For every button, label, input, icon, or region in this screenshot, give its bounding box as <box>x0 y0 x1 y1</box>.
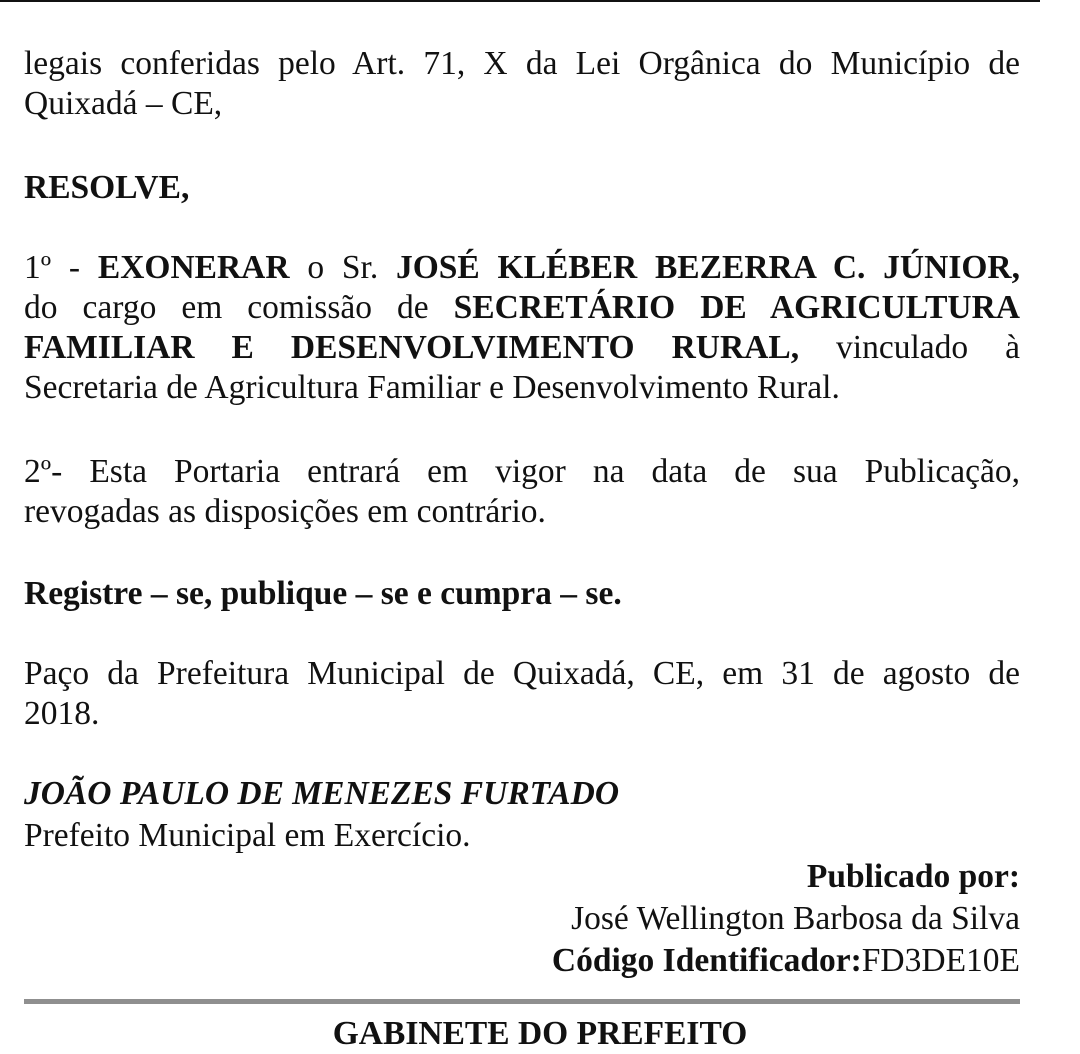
article-1-text-2: vinculado à <box>836 329 1020 366</box>
intro-paragraph <box>24 44 1020 124</box>
intro-line-1: legais conferidas pelo Art. 71, X da Lei Orgânica do Município de <box>24 45 1020 82</box>
place-date-line-2: 2018. <box>24 695 100 732</box>
next-section-heading: GABINETE DO PREFEITO <box>332 1015 748 1052</box>
article-1-line-3 <box>24 328 1020 368</box>
article-1-line-4: Secretaria de Agricultura Familiar e Desenvolvimento Rural. <box>24 369 840 406</box>
published-by-label: Publicado por: <box>806 858 1020 895</box>
article-1-verb: EXONERAR <box>97 249 290 286</box>
identifier-code-label: Código Identificador: <box>551 942 862 979</box>
intro-line-2: Quixadá – CE, <box>24 85 223 122</box>
place-date-paragraph <box>24 654 1020 734</box>
top-divider <box>0 0 1040 2</box>
article-2-line-1: 2º- Esta Portaria entrará em vigor na data de sua Publicação, <box>24 453 1020 490</box>
article-1-connector: o Sr. <box>307 249 379 286</box>
article-1-person: JOSÉ KLÉBER BEZERRA C. JÚNIOR, <box>395 249 1020 286</box>
place-date-line-1: Paço da Prefeitura Municipal de Quixadá, CE, em 31 de agosto de <box>24 655 1020 692</box>
bottom-divider <box>24 999 1020 1004</box>
signer-name: JOÃO PAULO DE MENEZES FURTADO <box>24 775 620 812</box>
publisher-name: José Wellington Barbosa da Silva <box>571 900 1020 937</box>
identifier-code-line <box>552 940 1020 982</box>
resolve-heading: RESOLVE, <box>24 169 190 206</box>
registre-statement: Registre – se, publique – se e cumpra – se. <box>24 575 622 612</box>
article-2-line-2: revogadas as disposições em contrário. <box>24 493 546 530</box>
article-2-paragraph <box>24 452 1020 532</box>
article-1-position-part-1: SECRETÁRIO DE AGRICULTURA <box>453 289 1021 326</box>
article-1-line-2 <box>24 288 1020 328</box>
article-1-text-1: do cargo em comissão de <box>24 289 429 326</box>
signer-role: Prefeito Municipal em Exercício. <box>24 817 471 854</box>
publication-block <box>552 856 1020 982</box>
article-1-number: 1º - <box>24 249 81 286</box>
article-1-line-1 <box>24 248 1020 288</box>
article-1-position-part-2: FAMILIAR E DESENVOLVIMENTO RURAL, <box>24 329 800 366</box>
identifier-code-value: FD3DE10E <box>861 942 1020 979</box>
article-1-paragraph <box>24 248 1020 408</box>
